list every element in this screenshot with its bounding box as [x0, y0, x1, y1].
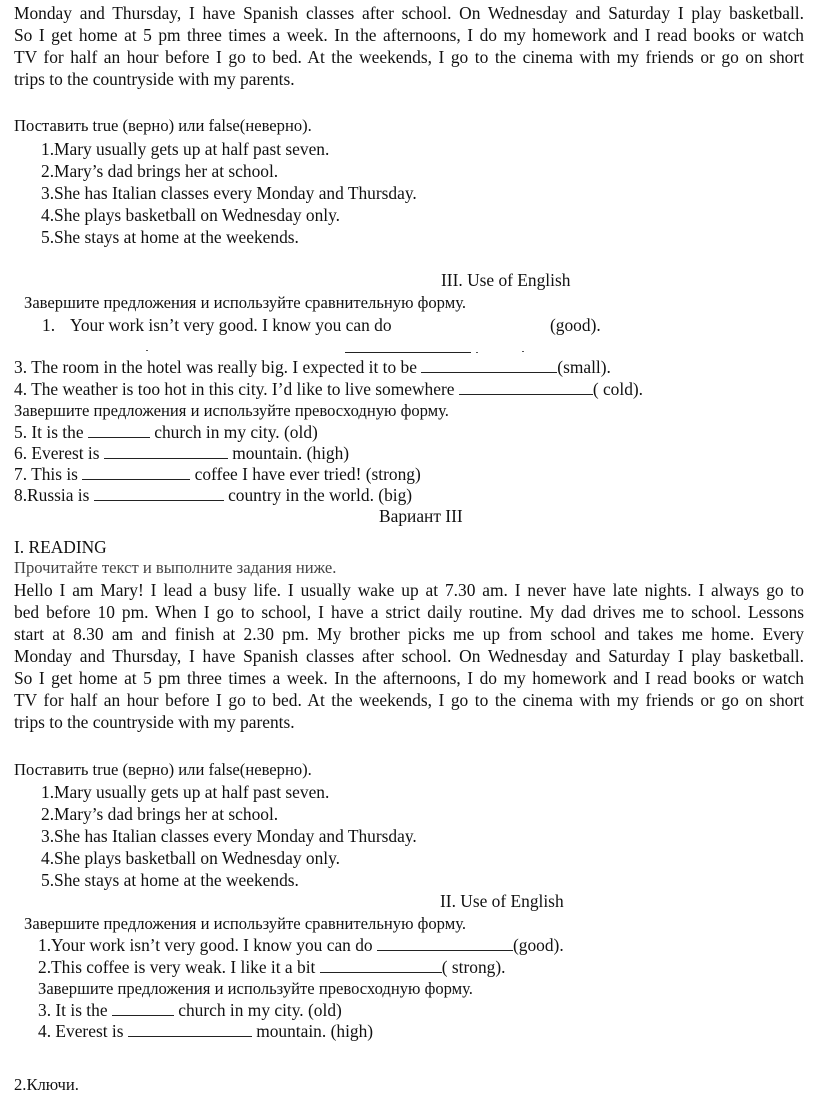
- answer-blank[interactable]: [82, 465, 190, 480]
- keys-heading: 2.Ключи.: [14, 1075, 79, 1094]
- comparative-item-number: 1.: [42, 315, 56, 335]
- item-text: mountain. (high): [251, 1021, 374, 1041]
- scan-artifact: [146, 350, 148, 351]
- true-false-instruction: Поставить true (верно) или false(неверно).: [14, 760, 312, 779]
- answer-blank[interactable]: [94, 486, 224, 501]
- section-title: III. Use of English: [441, 270, 571, 290]
- comparative-item: [14, 356, 611, 378]
- superlative-item: [14, 484, 412, 506]
- true-false-item: 5.She stays at home at the weekends.: [41, 227, 299, 247]
- reading-line: So I get home at 5 pm three times a week. In the afternoons, I do my homework and I read books or watch: [14, 668, 804, 688]
- reading-line: start at 8.30 am and finish at 2.30 pm. My brother picks me up from school and takes me home. Every: [14, 624, 804, 644]
- reading-line: bed before 10 pm. When I go to school, I have a strict daily routine. My dad drives me to school. Lessons: [14, 602, 804, 622]
- answer-blank[interactable]: [345, 351, 471, 353]
- item-text: 7. This is: [14, 464, 83, 484]
- reading-line: TV for half an hour before I go to bed. At the weekends, I go to the cinema with my friends or go on short: [14, 47, 804, 67]
- comparative-item: [38, 956, 505, 978]
- superlative-item: [38, 999, 342, 1021]
- true-false-item: 4.She plays basketball on Wednesday only.: [41, 205, 341, 225]
- superlative-item: [14, 463, 421, 485]
- item-text: church in my city. (old): [149, 422, 318, 442]
- item-text: 8.Russia is: [14, 485, 94, 505]
- item-hint: (small).: [557, 357, 611, 377]
- variant-title: Вариант III: [379, 506, 463, 526]
- true-false-item: 4.She plays basketball on Wednesday only.: [41, 848, 341, 868]
- comparative-item: [14, 378, 643, 400]
- answer-blank[interactable]: [88, 423, 150, 438]
- item-text: church in my city. (old): [173, 1000, 342, 1020]
- true-false-item: 2.Mary’s dad brings her at school.: [41, 804, 279, 824]
- reading-instruction: Прочитайте текст и выполните задания ниже.: [14, 558, 337, 577]
- superlative-item: [14, 442, 349, 464]
- scan-artifact: [522, 351, 524, 352]
- reading-line: Hello I am Mary! I lead a busy life. I usually wake up at 7.30 am. I never have late nights. I always go to: [14, 580, 804, 600]
- true-false-instruction: Поставить true (верно) или false(неверно).: [14, 116, 312, 135]
- true-false-item: 3.She has Italian classes every Monday and Thursday.: [41, 826, 417, 846]
- reading-line: Monday and Thursday, I have Spanish classes after school. On Wednesday and Saturday I play basketball.: [14, 3, 804, 23]
- item-hint: ( strong).: [441, 957, 506, 977]
- item-text: 3. It is the: [38, 1000, 112, 1020]
- comparative-instruction: Завершите предложения и используйте сравнительную форму.: [24, 914, 467, 933]
- answer-blank[interactable]: [104, 444, 228, 459]
- answer-blank[interactable]: [112, 1001, 174, 1016]
- item-text: 1.Your work isn’t very good. I know you can do: [38, 935, 377, 955]
- answer-blank[interactable]: [128, 1022, 252, 1037]
- item-text: 6. Everest is: [14, 443, 104, 463]
- item-hint: (good).: [512, 935, 564, 955]
- item-text: mountain. (high): [227, 443, 350, 463]
- answer-blank[interactable]: [320, 958, 442, 973]
- reading-heading: I. READING: [14, 537, 107, 557]
- item-text: 2.This coffee is very weak. I like it a bit: [38, 957, 320, 977]
- reading-line: trips to the countryside with my parents.: [14, 69, 295, 89]
- comparative-instruction: Завершите предложения и используйте сравнительную форму.: [24, 293, 467, 312]
- item-text: 4. The weather is too hot in this city. I’d like to live somewhere: [14, 379, 459, 399]
- reading-line: trips to the countryside with my parents.: [14, 712, 295, 732]
- answer-blank[interactable]: [377, 936, 513, 951]
- comparative-item-hint: (good).: [550, 315, 601, 335]
- answer-blank[interactable]: [459, 380, 593, 395]
- item-text: 3. The room in the hotel was really big. I expected it to be: [14, 357, 422, 377]
- reading-line: So I get home at 5 pm three times a week. In the afternoons, I do my homework and I read books or watch: [14, 25, 804, 45]
- comparative-item: [38, 934, 564, 956]
- true-false-item: 5.She stays at home at the weekends.: [41, 870, 299, 890]
- reading-line: Monday and Thursday, I have Spanish classes after school. On Wednesday and Saturday I play basketball.: [14, 646, 804, 666]
- section-title: II. Use of English: [440, 891, 564, 911]
- true-false-item: 2.Mary’s dad brings her at school.: [41, 161, 279, 181]
- superlative-instruction: Завершите предложения и используйте превосходную форму.: [14, 401, 449, 420]
- superlative-instruction: Завершите предложения и используйте превосходную форму.: [38, 979, 473, 998]
- true-false-item: 1.Mary usually gets up at half past seven.: [41, 782, 330, 802]
- item-text: 5. It is the: [14, 422, 88, 442]
- item-hint: ( cold).: [592, 379, 644, 399]
- answer-blank[interactable]: [421, 358, 557, 373]
- reading-line: TV for half an hour before I go to bed. At the weekends, I go to the cinema with my friends or go on short: [14, 690, 804, 710]
- scan-artifact: [476, 352, 478, 353]
- true-false-item: 3.She has Italian classes every Monday and Thursday.: [41, 183, 417, 203]
- comparative-item-text: Your work isn’t very good. I know you can do: [70, 315, 392, 335]
- superlative-item: [14, 421, 318, 443]
- item-text: 4. Everest is: [38, 1021, 128, 1041]
- superlative-item: [38, 1020, 373, 1042]
- true-false-item: 1.Mary usually gets up at half past seven.: [41, 139, 330, 159]
- item-text: coffee I have ever tried! (strong): [190, 464, 421, 484]
- item-text: country in the world. (big): [223, 485, 413, 505]
